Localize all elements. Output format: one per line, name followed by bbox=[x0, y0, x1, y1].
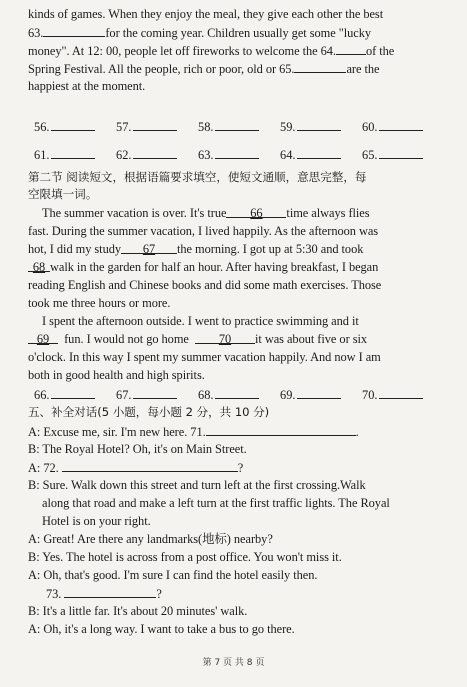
passage-line: 69 fun. I would not go home 70 it was about five or six bbox=[28, 331, 448, 347]
answer-blank[interactable] bbox=[379, 386, 423, 399]
answer-blank[interactable] bbox=[297, 118, 341, 131]
dialogue-line: Hotel is on your right. bbox=[42, 514, 151, 528]
answer-blank[interactable] bbox=[51, 146, 95, 159]
blank-63 bbox=[43, 24, 105, 37]
dialogue-line: 73. ? bbox=[46, 587, 162, 601]
answer-blank[interactable] bbox=[297, 386, 341, 399]
passage-line: reading English and Chinese books and did some math exercises. Those bbox=[28, 278, 382, 292]
dialogue-line: B: Yes. The hotel is across from a post office. You won't miss it. bbox=[28, 550, 342, 564]
cloze-line-1: kinds of games. When they enjoy the meal, they give each other the best bbox=[28, 7, 384, 21]
exam-page: kinds of games. When they enjoy the meal, they give each other the best 63. for the coming year. Children usually get some "lucky money". At 12: 00, people let off fireworks to welcome the 64. of the Spring Festival. All the people, rich or poor, old or 65. are the happiest at the moment. 56. 57. 58. 59. 60. 61. 62. 63. 64. 65. 第二节 阅读短文，根据语篇要求填空，使短文通顺，意思完整，每 空限填一词。 The summer vacation is over. It's true 66 time always flies fast. During the summer vacation, I lived happily. As the afternoon was hot, I did my study 67 the morning. I got up at 5:30 and took 68 walk in the garden for half an hour. After having breakfast, I began reading English and Chinese books and did some math exercises. Those took me three hours or more. I spent the afternoon outside. I went to practice swimming and it 69 fun. I would not go home 70 it was about five or six o'clock. In this way I spent my summer vacation happily. And now I am both in good health and high spirits. 66. 67. 68. 69. 70. 五、补全对话(5 小题，每小题 2 分，共 10 分) A: Excuse me, sir. I'm new here. 71. . B: The Royal Hotel? Oh, it's on Main Street. A: 72. ? B: Sure. Walk down this street and turn left at the first crossing.Walk along that road and make a left turn at the first traffic lights. The Royal Hotel is on your right. A: Great! Are there any landmarks(地标) nearby? B: Yes. The hotel is across from a post office. You won't miss it. A: Oh, that's good. I'm sure I can find the hotel easily then. 73. ? B: It's a little far. It's about 20 minutes' walk. A: Oh, it's a long way. I want to take a bus to go there. 第 7 页 共 8 页 bbox=[0, 0, 467, 687]
blank-65 bbox=[294, 60, 346, 73]
blank-64 bbox=[336, 42, 366, 55]
dialogue-line: B: It's a little far. It's about 20 minutes' walk. bbox=[28, 604, 248, 618]
answer-blank[interactable] bbox=[379, 146, 423, 159]
answer-blank[interactable] bbox=[133, 146, 177, 159]
section5-heading: 五、补全对话(5 小题，每小题 2 分，共 10 分) bbox=[28, 405, 270, 419]
section2-heading-cont: 空限填一词。 bbox=[28, 187, 98, 201]
answer-blank[interactable] bbox=[51, 386, 95, 399]
cloze-line-3: money". At 12: 00, people let off fireworks to welcome the 64. of the bbox=[28, 44, 395, 58]
answer-blank[interactable] bbox=[379, 118, 423, 131]
passage-line: took me three hours or more. bbox=[28, 296, 171, 310]
dialogue-line: A: Oh, it's a long way. I want to take a bus to go there. bbox=[28, 622, 295, 636]
dialogue-line: A: Oh, that's good. I'm sure I can find the hotel easily then. bbox=[28, 568, 318, 582]
answer-blank[interactable] bbox=[297, 146, 341, 159]
passage-line: hot, I did my study 67 the morning. I got up at 5:30 and took bbox=[28, 242, 364, 256]
answer-blank[interactable] bbox=[215, 118, 259, 131]
answer-blank[interactable] bbox=[51, 118, 95, 131]
passage-line: The summer vacation is over. It's true 66 time always flies bbox=[42, 206, 370, 220]
dialogue-line: along that road and make a left turn at the first traffic lights. The Royal bbox=[42, 496, 390, 510]
passage-line: fast. During the summer vacation, I lived happily. As the afternoon was bbox=[28, 224, 379, 238]
cloze-line-4: Spring Festival. All the people, rich or poor, old or 65. are the bbox=[28, 62, 380, 76]
blank-71[interactable] bbox=[206, 423, 356, 436]
passage-line: I spent the afternoon outside. I went to practice swimming and it bbox=[42, 314, 359, 328]
dialogue-line: A: Great! Are there any landmarks(地标) nearby? bbox=[28, 532, 273, 546]
cloze-line-5: happiest at the moment. bbox=[28, 79, 146, 93]
cloze-line-2: 63. for the coming year. Children usually get some "lucky bbox=[28, 26, 371, 40]
passage-line: o'clock. In this way I spent my summer vacation happily. And now I am bbox=[28, 350, 381, 364]
blank-72[interactable] bbox=[62, 459, 238, 472]
answer-blank[interactable] bbox=[133, 118, 177, 131]
answer-blank[interactable] bbox=[133, 386, 177, 399]
answer-blank[interactable] bbox=[215, 386, 259, 399]
dialogue-line: A: Excuse me, sir. I'm new here. 71. . bbox=[28, 425, 359, 439]
passage-line: both in good health and high spirits. bbox=[28, 368, 205, 382]
blank-73[interactable] bbox=[64, 585, 156, 598]
dialogue-line: A: 72. ? bbox=[28, 461, 244, 475]
section2-heading: 第二节 阅读短文，根据语篇要求填空，使短文通顺，意思完整，每 bbox=[28, 170, 367, 184]
page-footer: 第 7 页 共 8 页 bbox=[202, 658, 265, 668]
dialogue-line: B: Sure. Walk down this street and turn left at the first crossing.Walk bbox=[28, 478, 366, 492]
passage-line: 68 walk in the garden for half an hour. After having breakfast, I began bbox=[28, 259, 448, 275]
answer-blank[interactable] bbox=[215, 146, 259, 159]
dialogue-line: B: The Royal Hotel? Oh, it's on Main Street. bbox=[28, 442, 247, 456]
